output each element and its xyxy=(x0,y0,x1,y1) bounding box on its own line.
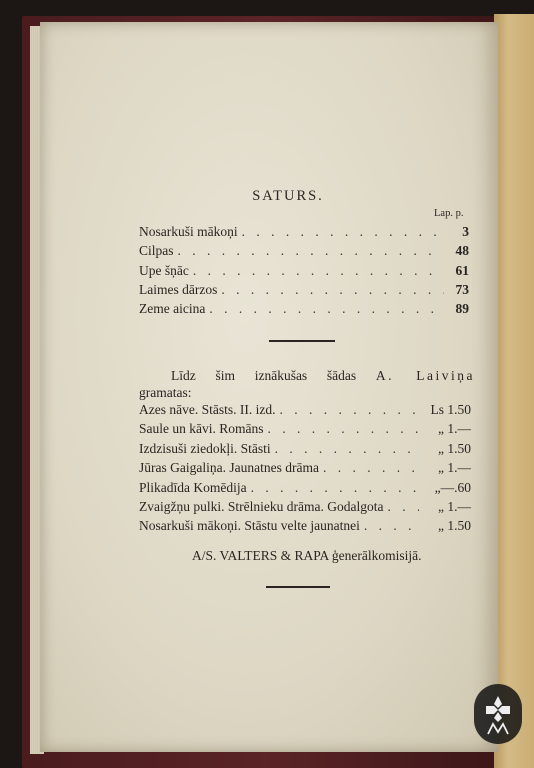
leader-dots xyxy=(387,499,419,515)
book-title: Azes nāve. Stāsts. II. izd. xyxy=(139,402,276,417)
toc-entry xyxy=(139,301,469,320)
book-entry xyxy=(139,460,471,479)
book-entry xyxy=(139,499,471,518)
facing-page xyxy=(494,14,534,768)
toc-entry xyxy=(139,282,469,301)
leader-dots xyxy=(251,480,419,496)
toc-page: 89 xyxy=(455,301,469,317)
book-entry xyxy=(139,441,471,460)
intro-text-end: gramatas: xyxy=(139,385,192,400)
toc-entry xyxy=(139,243,469,262)
book-title: Nosarkuši mākoņi. Stāstu velte jaunatnei xyxy=(139,518,360,534)
author-name: A. Laiviņa xyxy=(375,368,475,383)
leader-dots xyxy=(364,518,419,534)
book-price: „ 1.50 xyxy=(438,518,471,534)
flower-monogram-icon xyxy=(474,684,522,744)
book-price: „ 1.— xyxy=(438,460,471,476)
book-title: Plikadīda Komēdija xyxy=(139,479,247,495)
divider-rule xyxy=(266,586,330,588)
table-of-contents xyxy=(139,224,469,320)
book-price: „ 1.50 xyxy=(438,440,471,456)
toc-title: Laimes dārzos xyxy=(139,281,218,297)
book-entry xyxy=(139,518,471,537)
toc-title: Nosarkuši mākoņi xyxy=(139,224,238,239)
toc-page: 3 xyxy=(462,224,469,239)
leader-dots xyxy=(275,441,419,457)
contents-title: SATURS. xyxy=(252,188,324,204)
book-title: Izdzisuši ziedokļi. Stāsti xyxy=(139,440,271,456)
book-title: Zvaigžņu pulki. Strēlnieku drāma. Godalgota xyxy=(139,498,384,514)
divider-rule xyxy=(269,340,335,342)
book-price: „ 1.— xyxy=(438,498,471,514)
book-title: Saule un kāvi. Romāns xyxy=(139,421,264,437)
book-price: „ 1.— xyxy=(438,421,471,437)
toc-entry xyxy=(139,224,469,243)
other-books-list xyxy=(139,402,471,538)
intro-text-start: Līdz šim iznākušas šādas xyxy=(171,368,357,383)
leader-dots xyxy=(193,263,444,279)
book-price: Ls 1.50 xyxy=(430,402,471,417)
leader-dots xyxy=(242,224,444,240)
leader-dots xyxy=(279,402,419,418)
book-title: Jūras Gaigaliņa. Jaunatnes drāma xyxy=(139,460,319,476)
leader-dots xyxy=(221,282,444,298)
leader-dots xyxy=(209,301,444,317)
toc-title: Zeme aicina xyxy=(139,301,206,317)
leader-dots xyxy=(178,243,444,259)
book-entry xyxy=(139,402,471,421)
leader-dots xyxy=(323,460,419,476)
book-price: „—.60 xyxy=(434,479,471,495)
publisher-line: A/S. VALTERS & RAPA ģenerālkomisijā. xyxy=(192,548,422,563)
page-column-label: Lap. p. xyxy=(434,208,464,219)
toc-title: Upe šņāc xyxy=(139,262,189,278)
book-entry xyxy=(139,480,471,499)
watermark-badge xyxy=(474,684,522,744)
leader-dots xyxy=(268,421,420,437)
toc-entry xyxy=(139,263,469,282)
toc-page: 61 xyxy=(455,262,469,278)
toc-page: 73 xyxy=(455,281,469,297)
other-books-intro xyxy=(139,367,475,401)
toc-title: Cilpas xyxy=(139,243,174,259)
book-entry xyxy=(139,421,471,440)
toc-page: 48 xyxy=(455,243,469,259)
